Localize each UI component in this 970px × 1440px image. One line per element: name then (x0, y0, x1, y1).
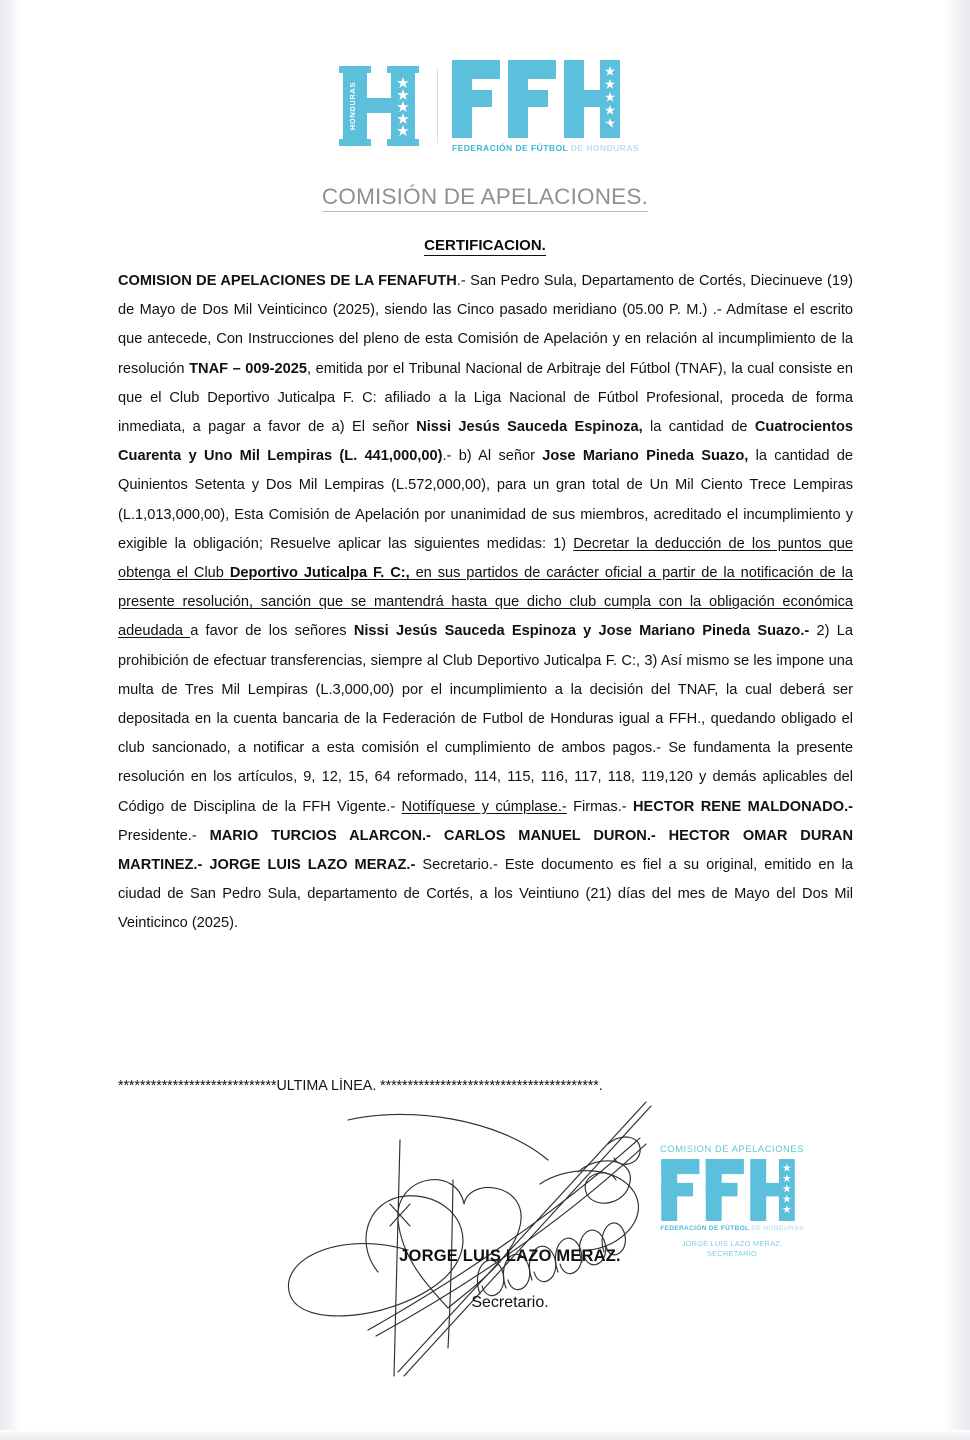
signature-role (118, 1294, 858, 1312)
official-seal (648, 1143, 816, 1259)
honduras-h-icon (331, 58, 427, 154)
ffh-tagline (452, 143, 639, 153)
resolution-reference: TNAF – 009-2025 (189, 360, 307, 377)
signature-name-text: JORGE LUIS LAZO MERAZ. (399, 1247, 621, 1265)
asterisks-left: ***************************** (118, 1078, 277, 1094)
ffh-logo-icon (452, 60, 630, 138)
commission-title (0, 184, 970, 210)
svg-text:HONDURAS: HONDURAS (347, 81, 357, 131)
ultima-linea-row (118, 1078, 858, 1094)
body-segment-c: la cantidad de (642, 419, 755, 436)
body-segment-h: Firmas.- (566, 798, 633, 815)
page-edge-left-shadow (0, 0, 20, 1440)
letterhead-logo (0, 58, 970, 154)
ultima-linea-period: . (598, 1078, 603, 1094)
seal-top-text: COMISION DE APELACIONES (660, 1143, 804, 1154)
body-segment-b: , emitida por el Tribunal Nacional de Arbitraje del Fútbol (TNAF), la cual consiste en que el Club Deportivo Juticalpa F. C: afiliado a la Liga Nacional de Fútbol Profesional, proceda de forma inmediata, a pagar a favor de a) El señor (118, 360, 853, 436)
seal-tagline-strong: FEDERACIÓN DE FÚTBOL (660, 1225, 750, 1232)
seal-signer-name: JORGE LUIS LAZO MERAZ. (681, 1239, 783, 1248)
notify-clause: Notifíquese y cúmplase.- (401, 798, 567, 815)
commission-title-text: COMISIÓN DE APELACIONES. (322, 184, 648, 212)
amount-1: Cuatrocientos Cuarenta y Uno Mil Lempiras (L. 441,000,00) (118, 419, 853, 465)
seal-tagline-light: DE HONDURAS (749, 1225, 804, 1232)
measure-1-part-3: en sus partidos de carácter oficial a partir de la notificación de la presente resolución, sanción que se mantendrá hasta que dicho club cumpla con la obligación económica adeudada (118, 565, 853, 640)
body-segment-g: 2) La prohibición de efectuar transferencias, siempre al Club Deportivo Juticalpa F. C:, 3) Así mismo se les impone una multa de Tres Mil Lempiras (L.3,000,00) por el incumplimiento a la decisión del TNAF, la cual deberá ser depositada en la cuenta bancaria de la Federación de Futbol de Honduras igual a FFH., quedando obligado el club sancionado, a notificar a esta comisión el cumplimiento de ambos pagos.- Se fundamenta la presente resolución en los artículos, 9, 12, 15, 64 reformado, 114, 115, 116, 117, 118, 119,120 y demás aplicables del Código de Disciplina de la FFH Vigente.- (118, 623, 853, 815)
asterisks-right: **************************************** (376, 1078, 599, 1094)
measure-1-club: Deportivo Juticalpa F. C:, (229, 565, 410, 582)
page-edge-bottom-shadow (0, 1430, 970, 1440)
president-label: Presidente.- (118, 827, 210, 844)
signature-role-text: Secretario. (471, 1294, 549, 1311)
page-edge-right-shadow (944, 0, 970, 1440)
body-segment-f: a favor de los señores (190, 623, 354, 640)
certification-title (0, 237, 970, 254)
body-segment-a: .- San Pedro Sula, Departamento de Cortés, Diecinueve (19) de Mayo de Dos Mil Veinticinco (2025), siendo las Cinco pasado meridiano (05.00 P. M.) .- Admítase el escrito que antecede, Con Instrucciones del pleno de esta Comisión de Apelación y en relación al incumplimiento de la resolución (118, 273, 853, 377)
creditor-name-2: Jose Mariano Pineda Suazo, (542, 448, 749, 465)
seal-signer-role: SECRETARIO (707, 1249, 757, 1258)
creditors-both: Nissi Jesús Sauceda Espinoza y Jose Mariano Pineda Suazo.- (353, 623, 810, 640)
body-segment-d: .- b) Al señor (442, 448, 543, 465)
signatory-members: MARIO TURCIOS ALARCON.- CARLOS MANUEL DURON.- HECTOR OMAR DURAN MARTINEZ.- JORGE LUIS LAZO MERAZ.- (118, 827, 853, 874)
resolution-body (118, 267, 853, 939)
body-heading: COMISION DE APELACIONES DE LA FENAFUTH (118, 273, 457, 289)
signatory-president: HECTOR RENE MALDONADO.- (632, 798, 853, 815)
ffh-tagline-strong: FEDERACIÓN DE FÚTBOL (451, 142, 568, 153)
seal-signer (648, 1239, 816, 1259)
ffh-tagline-light: DE HONDURAS (568, 142, 640, 153)
handwritten-signature (248, 1080, 668, 1380)
ultima-linea-label: ULTIMA LÍNEA. (276, 1078, 377, 1094)
body-segment-i: Secretario.- Este documento es fiel a su original, emitido en la ciudad de San Pedro Sula, departamento de Cortés, a los Veintiuno (21) días del mes de Mayo del Dos Mil Veinticinco (2025). (118, 857, 853, 932)
seal-ffh-icon (648, 1159, 816, 1221)
body-segment-e: la cantidad de Quinientos Setenta y Dos Mil Lempiras (L.572,000,00), para un gran total de Un Mil Ciento Trece Lempiras (L.1,013,000,00), Esta Comisión de Apelación por unanimidad de sus miembros, acreditado el incumplimiento y exigible la obligación; Resuelve aplicar las siguientes medidas: 1) (118, 448, 854, 552)
measure-1-part-1: Decretar la deducción de los puntos que obtenga el Club (118, 535, 853, 582)
seal-tagline (648, 1225, 816, 1232)
certification-title-text: CERTIFICACION. (424, 237, 546, 254)
logo-divider (437, 69, 438, 143)
creditor-name-1: Nissi Jesús Sauceda Espinoza, (416, 419, 643, 436)
